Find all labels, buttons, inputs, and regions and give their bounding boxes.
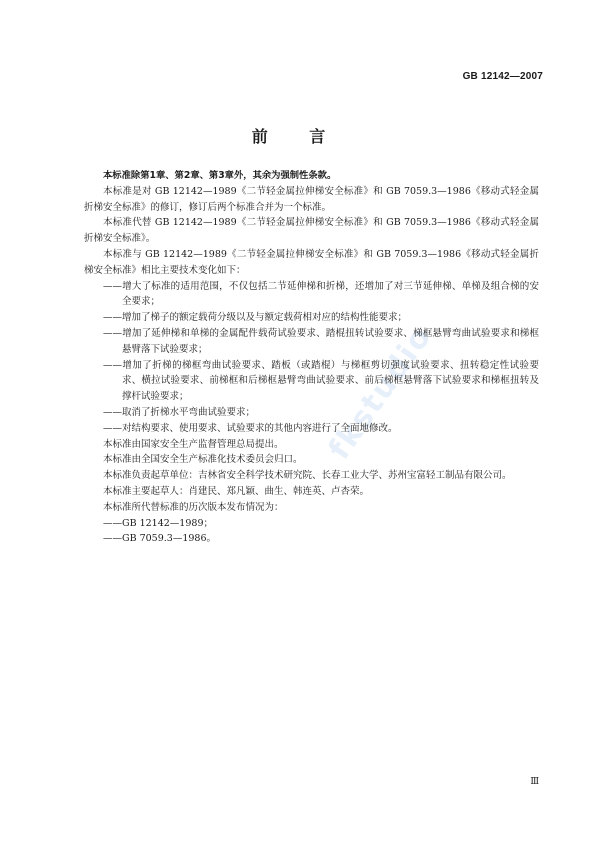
history-item: ——GB 7059.3—1986。 [103,533,217,545]
committee-paragraph: 本标准由全国安全生产标准化技术委员会归口。 [103,454,303,466]
change-item: ——增加了延伸梯和单梯的金属配件载荷试验要求、踏棍扭转试验要求、梯框悬臂弯曲试验要求和梯框悬臂落下试验要求； [103,327,539,355]
change-item: ——对结构要求、使用要求、试验要求的其他内容进行了全面地修改。 [103,422,398,434]
proposer-paragraph: 本标准由国家安全生产监督管理总局提出。 [103,438,284,450]
change-item: ——增大了标准的适用范围，不仅包括二节延伸梯和折梯，还增加了对三节延伸梯、单梯及组合梯的安全要求； [103,280,539,308]
drafters-paragraph: 本标准主要起草人：肖建民、郑凡颖、曲生、韩连英、卢杏荣。 [103,485,370,497]
history-item: ——GB 12142—1989； [103,517,213,529]
page-title: 前 言 [251,127,344,146]
change-item: ——增加了折梯的梯框弯曲试验要求、踏板（或踏棍）与梯框剪切强度试验要求、扭转稳定性试验要求、横拉试验要求、前梯框和后梯框悬臂弯曲试验要求、前后梯框悬臂落下试验要求和梯框扭转及撑杆试验要求； [103,359,539,403]
change-item: ——增加了梯子的额定载荷分级以及与额定载荷相对应的结构性能要求； [103,312,408,324]
standard-code: GB 12142—2007 [462,71,543,82]
revision-paragraph: 本标准是对 GB 12142—1989《二节轻金属拉伸梯安全标准》和 GB 7059.3—1986《移动式轻金属折梯安全标准》的修订，修订后两个标准合并为一个标准。 [84,185,539,213]
replacement-paragraph: 本标准代替 GB 12142—1989《二节轻金属拉伸梯安全标准》和 GB 7059.3—1986《移动式轻金属折梯安全标准》。 [84,217,539,245]
drafting-units-paragraph: 本标准负责起草单位：吉林省安全科学技术研究院、长春工业大学、苏州宝富轻工制品有限公司。 [103,470,512,482]
mandatory-clause-note: 本标准除第1章、第2章、第3章外，其余为强制性条款。 [103,170,337,181]
history-intro-paragraph: 本标准所代替标准的历次版本发布情况为： [103,501,284,513]
watermark: fkstudio [321,319,440,466]
changes-intro-paragraph: 本标准与 GB 12142—1989《二节轻金属拉伸梯安全标准》和 GB 7059.3—1986《移动式轻金属折梯安全标准》相比主要技术变化如下： [84,248,539,276]
foreword-body [84,168,539,547]
change-item: ——取消了折梯水平弯曲试验要求； [103,406,256,418]
page-number: Ⅲ [530,777,539,787]
